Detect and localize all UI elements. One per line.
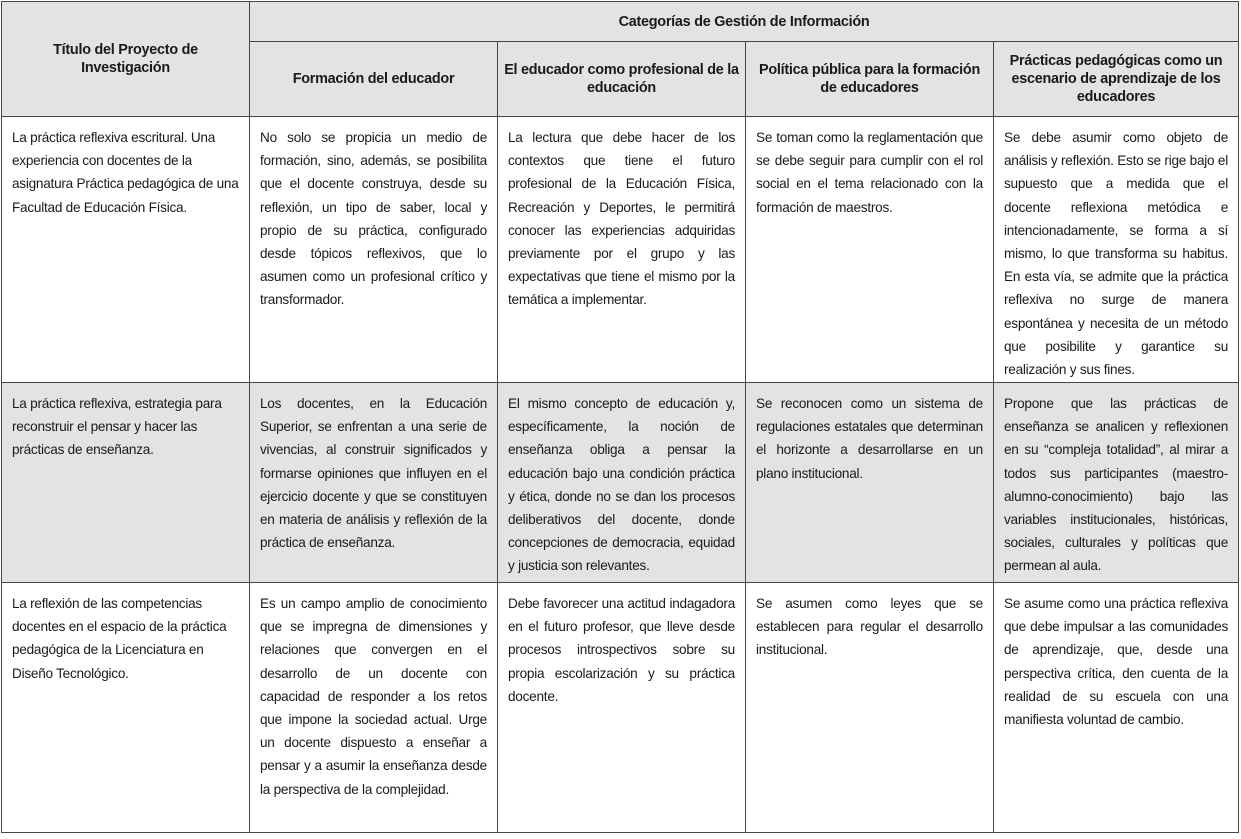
table-cell: El mismo concepto de educación y, específicamente, la noción de enseñanza obliga a pensar la educación bajo una condición práctica y ética, donde no se dan los procesos deliberativos del docente, donde concepciones de democracia, equidad y justicia son relevantes. (498, 383, 746, 583)
table-cell: No solo se propicia un medio de formación, sino, además, se posibilita que el docente construya, desde su reflexión, un tipo de saber, local y propio de su práctica, configurado desde tópicos reflexivos, que lo asumen como un profesional crítico y transformador. (250, 117, 498, 383)
column-header-formacion: Formación del educador (250, 42, 498, 117)
table-row (2, 117, 1239, 383)
project-title-cell: La práctica reflexiva, estrategia para reconstruir el pensar y hacer las prácticas de enseñanza. (2, 383, 250, 583)
categories-group-header: Categorías de Gestión de Información (250, 2, 1239, 42)
table-row (2, 383, 1239, 583)
table-cell: Propone que las prácticas de enseñanza se analicen y reflexionen en su “compleja totalidad”, al mirar a todos sus participantes (maestro-alumno-conocimiento) bajo las variables institucionales, históricas, sociales, culturales y políticas que permean al aula. (994, 383, 1239, 583)
project-title-cell: La reflexión de las competencias docentes en el espacio de la práctica pedagógica de la Licenciatura en Diseño Tecnológico. (2, 583, 250, 833)
column-header-profesional: El educador como profesional de la educación (498, 42, 746, 117)
table-cell: Se asumen como leyes que se establecen para regular el desarrollo institucional. (746, 583, 994, 833)
table-cell: Es un campo amplio de conocimiento que se impregna de dimensiones y relaciones que convergen en el desarrollo de un docente con capacidad de responder a los retos que impone la sociedad actual. Urge un docente dispuesto a enseñar a pensar y a asumir la enseñanza desde la perspectiva de la complejidad. (250, 583, 498, 833)
table-cell: Se reconocen como un sistema de regulaciones estatales que determinan el horizonte a desarrollarse en un plano institucional. (746, 383, 994, 583)
table-cell: Los docentes, en la Educación Superior, se enfrentan a una serie de vivencias, al construir significados y formarse opiniones que influyen en el ejercicio docente y que se constituyen en materia de análisis y reflexión de la práctica de enseñanza. (250, 383, 498, 583)
title-column-header: Título del Proyecto de Investigación (2, 2, 250, 117)
table-cell: Se toman como la reglamentación que se debe seguir para cumplir con el rol social en el tema relacionado con la formación de maestros. (746, 117, 994, 383)
table-cell: Debe favorecer una actitud indagadora en el futuro profesor, que lleve desde procesos introspectivos sobre su propia escolarización y su práctica docente. (498, 583, 746, 833)
table-cell: La lectura que debe hacer de los contextos que tiene el futuro profesional de la Educación Física, Recreación y Deportes, le permitirá conocer las experiencias adquiridas previamente por el grupo y las expectativas que tiene el mismo por la temática a implementar. (498, 117, 746, 383)
table-cell: Se debe asumir como objeto de análisis y reflexión. Esto se rige bajo el supuesto que a medida que el docente reflexiona metódica e intencionadamente, se forma a sí mismo, lo que transforma su habitus. En esta vía, se admite que la práctica reflexiva no surge de manera espontánea y necesita de un método que posibilite y garantice su realización y sus fines. (994, 117, 1239, 383)
project-title-cell: La práctica reflexiva escritural. Una experiencia con docentes de la asignatura Práctica pedagógica de una Facultad de Educación Física. (2, 117, 250, 383)
column-header-politica: Política pública para la formación de educadores (746, 42, 994, 117)
table-row (2, 583, 1239, 833)
table-cell: Se asume como una práctica reflexiva que debe impulsar a las comunidades de aprendizaje, que, desde una perspectiva crítica, den cuenta de la realidad de su escuela con una manifiesta voluntad de cambio. (994, 583, 1239, 833)
column-header-practicas: Prácticas pedagógicas como un escenario de aprendizaje de los educadores (994, 42, 1239, 117)
research-table (1, 1, 1239, 833)
header-row-group (2, 2, 1239, 42)
